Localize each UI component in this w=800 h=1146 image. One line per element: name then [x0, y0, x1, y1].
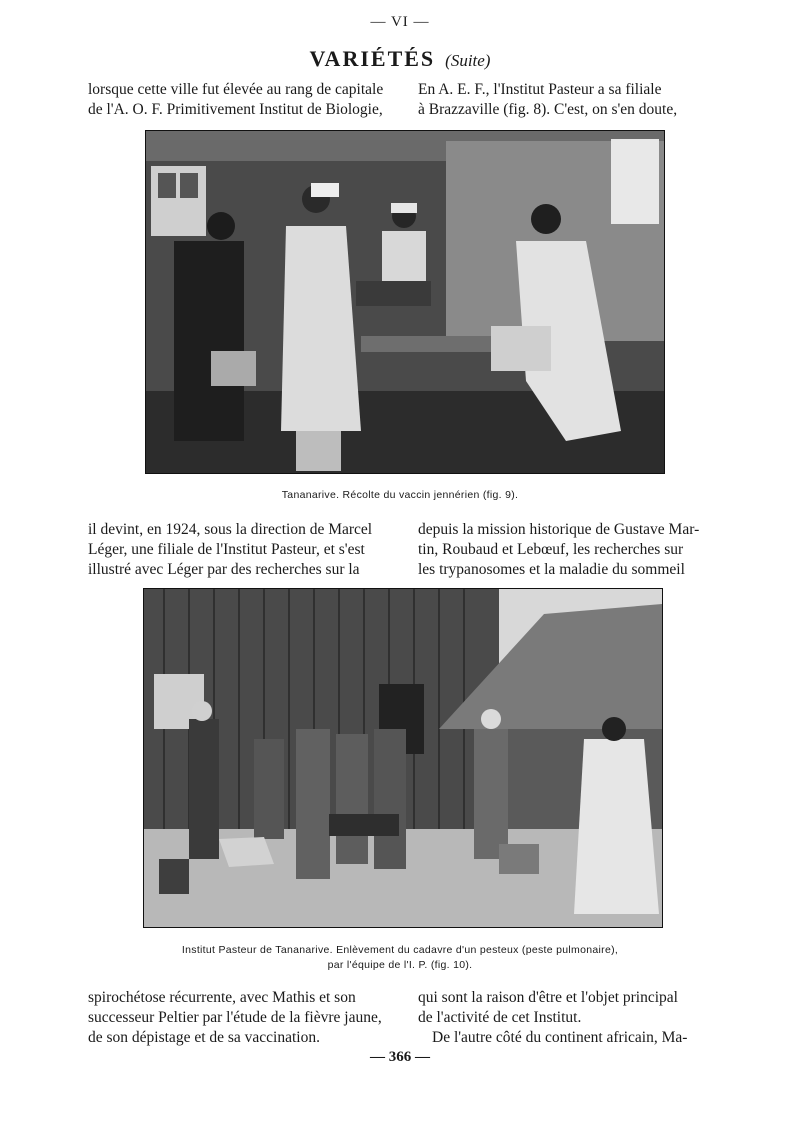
- text-line: qui sont la raison d'être et l'objet principal: [418, 989, 678, 1006]
- section-title-main: VARIÉTÉS: [309, 46, 436, 71]
- text-block-1-right: [418, 80, 721, 120]
- text-line: spirochétose récurrente, avec Mathis et son: [88, 989, 356, 1006]
- page-folio: — VI —: [370, 14, 430, 30]
- figure-10-caption-line-1: Institut Pasteur de Tananarive. Enlèvement du cadavre d'un pesteux (peste pulmonaire),: [181, 944, 619, 956]
- text-line: illustré avec Léger par des recherches sur la: [88, 561, 360, 578]
- figure-9-photo: [145, 130, 665, 474]
- text-line: De l'autre côté du continent africain, Ma-: [432, 1029, 688, 1046]
- figure-10-photo: [143, 588, 663, 928]
- text-line: de l'A. O. F. Primitivement Institut de Biologie,: [88, 101, 383, 118]
- text-block-1-left: [88, 80, 391, 120]
- figure-9-illustration: [146, 131, 664, 473]
- text-line: de l'activité de cet Institut.: [418, 1009, 582, 1026]
- text-block-2-right: [418, 520, 721, 580]
- text-line: successeur Peltier par l'étude de la fièvre jaune,: [88, 1009, 382, 1026]
- text-line: tin, Roubaud et Lebœuf, les recherches sur: [418, 541, 684, 558]
- text-line: de son dépistage et de sa vaccination.: [88, 1029, 320, 1046]
- text-line: Léger, une filiale de l'Institut Pasteur, et s'est: [88, 541, 365, 558]
- section-title-suite: (Suite): [445, 51, 491, 70]
- figure-10-illustration: [144, 589, 662, 927]
- text-block-2-left: [88, 520, 391, 580]
- figure-10-caption-line-2: par l'équipe de l'I. P. (fig. 10).: [327, 959, 473, 971]
- text-line: depuis la mission historique de Gustave Mar-: [418, 521, 700, 538]
- text-line: à Brazzaville (fig. 8). C'est, on s'en doute,: [418, 101, 678, 118]
- text-line: lorsque cette ville fut élevée au rang de capitale: [88, 81, 384, 98]
- section-title: [0, 46, 800, 72]
- text-block-3-left: [88, 988, 391, 1048]
- text-line: les trypanosomes et la maladie du sommeil: [418, 561, 685, 578]
- page-number: — 366 —: [370, 1049, 430, 1065]
- text-line: il devint, en 1924, sous la direction de Marcel: [88, 521, 373, 538]
- figure-9-caption: Tananarive. Récolte du vaccin jennérien (fig. 9).: [281, 489, 519, 501]
- text-block-3-right: [418, 988, 721, 1048]
- text-line: En A. E. F., l'Institut Pasteur a sa filiale: [418, 81, 662, 98]
